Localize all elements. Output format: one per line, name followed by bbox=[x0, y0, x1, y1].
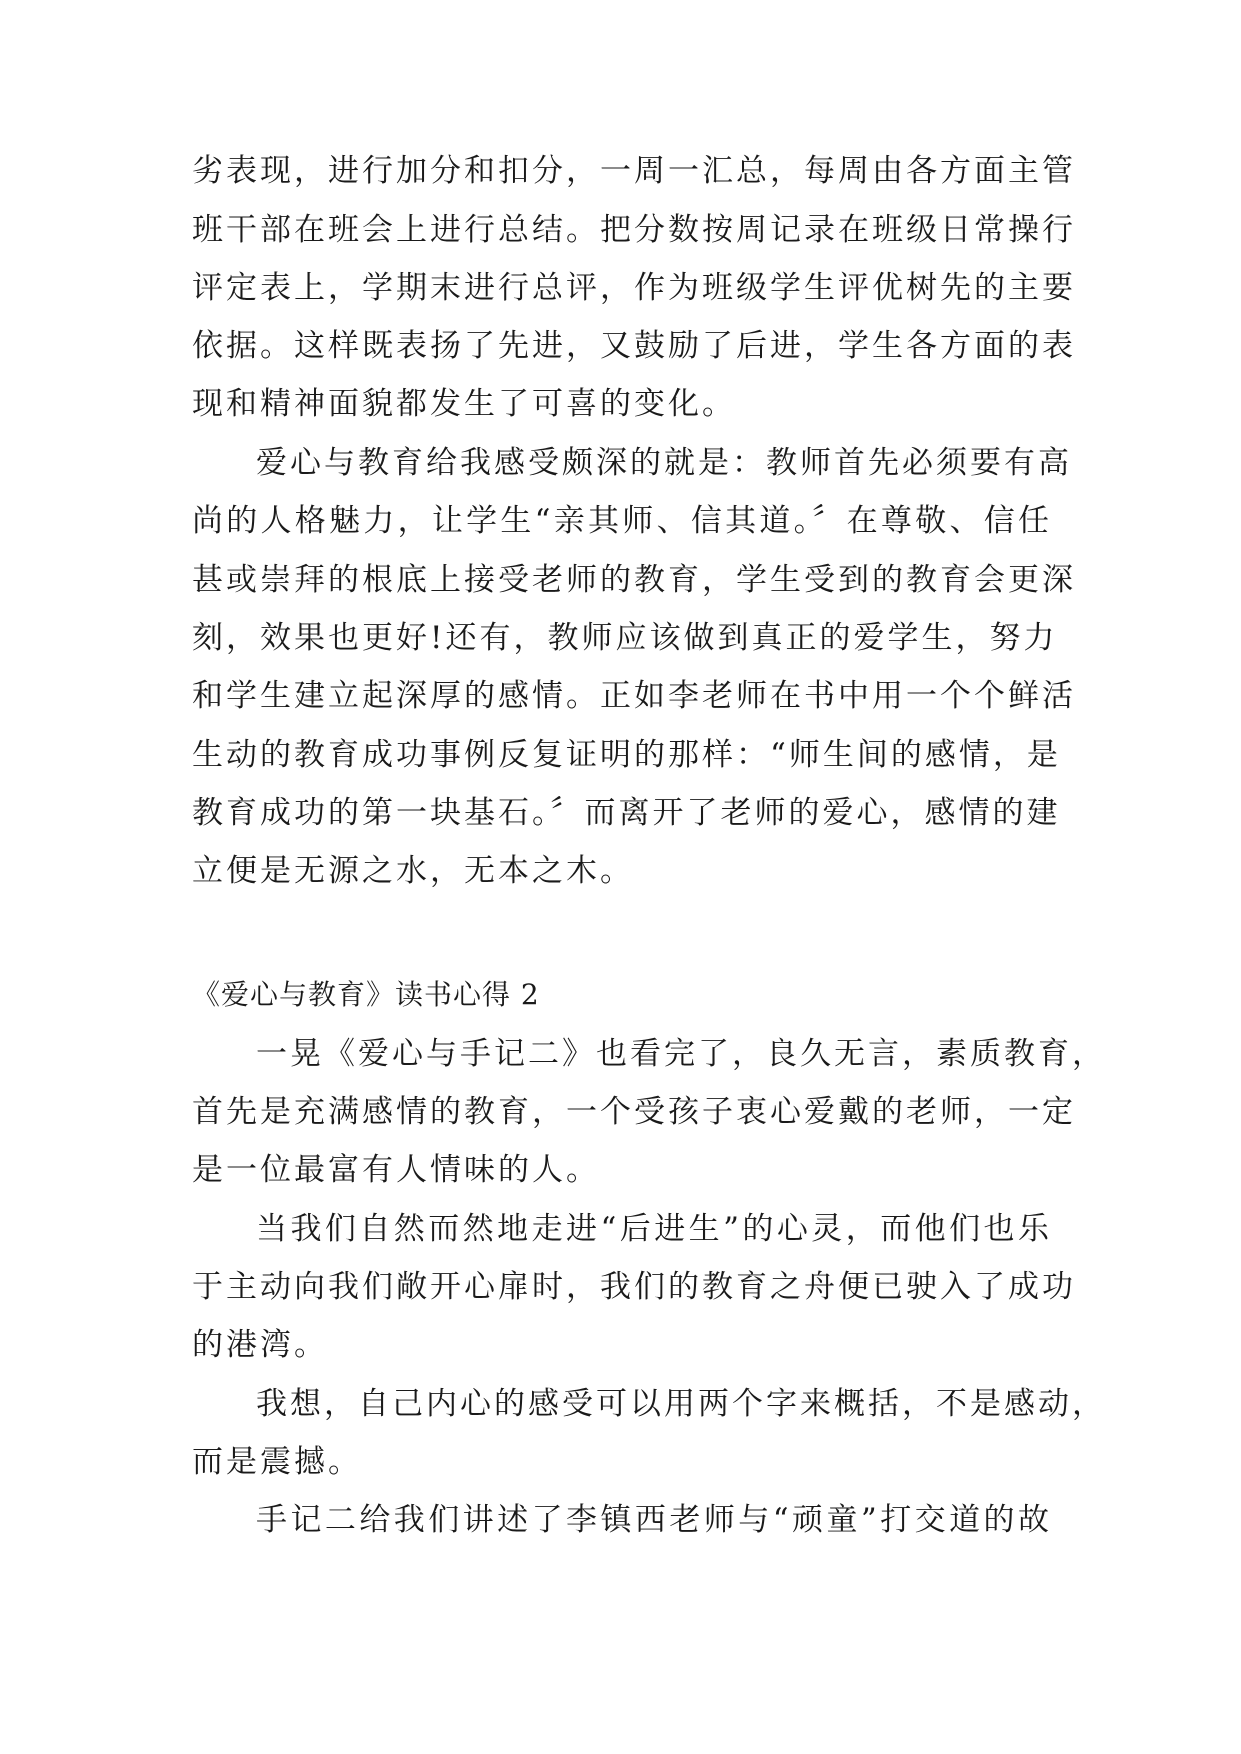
text-line: 现和精神面貌都发生了可喜的变化。 bbox=[192, 386, 736, 422]
text-line: 甚或崇拜的根底上接受老师的教育，学生受到的教育会更深 bbox=[192, 562, 1076, 598]
text-line: 的港湾。 bbox=[192, 1327, 328, 1363]
text-line: 生动的教育成功事例反复证明的那样：“师生间的感情，是 bbox=[192, 737, 1061, 773]
text-line: 一晃《爱心与手记二》也看完了，良久无言，素质教育， bbox=[256, 1036, 1106, 1072]
text-line: 教育成功的第一块基石。〞而离开了老师的爱心，感情的建 bbox=[192, 795, 1061, 831]
text-line: 劣表现，进行加分和扣分，一周一汇总，每周由各方面主管 bbox=[192, 153, 1076, 189]
section-heading: 《爱心与教育》读书心得 2 bbox=[192, 978, 540, 1011]
text-line: 爱心与教育给我感受颇深的就是：教师首先必须要有高 bbox=[256, 445, 1072, 481]
text-line: 首先是充满感情的教育，一个受孩子衷心爱戴的老师，一定 bbox=[192, 1094, 1076, 1130]
text-line: 班干部在班会上进行总结。把分数按周记录在班级日常操行 bbox=[192, 212, 1076, 248]
text-line: 是一位最富有人情味的人。 bbox=[192, 1152, 600, 1188]
text-line: 当我们自然而然地走进“后进生”的心灵，而他们也乐 bbox=[256, 1211, 1052, 1247]
text-line: 刻，效果也更好!还有，教师应该做到真正的爱学生，努力 bbox=[192, 620, 1058, 656]
text-line: 于主动向我们敞开心扉时，我们的教育之舟便已驶入了成功 bbox=[192, 1269, 1076, 1305]
text-line: 评定表上，学期末进行总评，作为班级学生评优树先的主要 bbox=[192, 270, 1076, 306]
text-line: 手记二给我们讲述了李镇西老师与“顽童”打交道的故 bbox=[256, 1502, 1052, 1538]
text-line: 依据。这样既表扬了先进，又鼓励了后进，学生各方面的表 bbox=[192, 328, 1076, 364]
text-line: 我想，自己内心的感受可以用两个字来概括，不是感动， bbox=[256, 1386, 1106, 1422]
text-line: 立便是无源之水，无本之木。 bbox=[192, 853, 634, 889]
text-line: 尚的人格魅力，让学生“亲其师、信其道。〞在尊敬、信任 bbox=[192, 503, 1052, 539]
text-line: 和学生建立起深厚的感情。正如李老师在书中用一个个鲜活 bbox=[192, 678, 1076, 714]
text-line: 而是震撼。 bbox=[192, 1444, 362, 1480]
